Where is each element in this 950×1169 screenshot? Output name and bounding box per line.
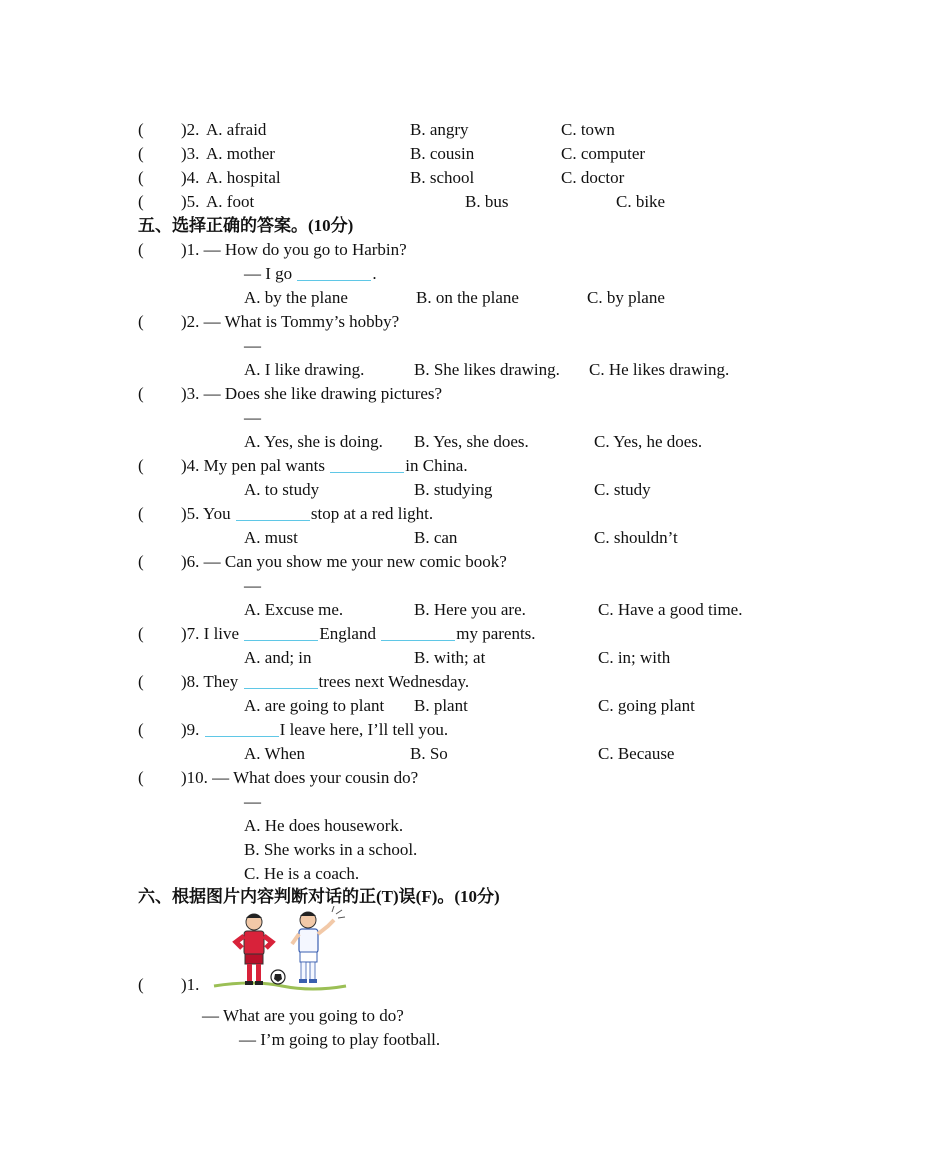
s6-q1-line2 — [0, 1028, 950, 1052]
answer-paren[interactable]: ( — [138, 720, 144, 739]
part4-item-3 — [0, 142, 950, 166]
s5-q3-dash — [0, 406, 950, 430]
option-b[interactable]: B. plant — [414, 696, 468, 715]
dialogue-line: — What are you going to do? — [202, 1006, 404, 1025]
option-b[interactable]: B. cousin — [410, 144, 475, 163]
s6-q1-label — [0, 973, 950, 997]
question-number: )4. — [181, 168, 200, 187]
s5-q9-stem — [0, 718, 950, 742]
s5-q8-options — [0, 694, 950, 718]
question-stem: )8. They trees next Wednesday. — [181, 672, 470, 691]
reply-dash: — — [244, 408, 261, 427]
s5-q4-stem — [0, 454, 950, 478]
part4-item-2 — [0, 118, 950, 142]
s5-q5-stem — [0, 502, 950, 526]
s5-q2-stem — [0, 310, 950, 334]
option-b[interactable]: B. She works in a school. — [244, 840, 418, 859]
option-b[interactable]: B. She likes drawing. — [414, 360, 560, 379]
option-c[interactable]: C. He is a coach. — [244, 864, 360, 883]
s5-q1-stem — [0, 238, 950, 262]
option-b[interactable]: B. Yes, she does. — [414, 432, 529, 451]
question-stem: )7. I live England my parents. — [181, 624, 536, 643]
answer-paren[interactable]: ( — [138, 144, 144, 163]
question-stem: )9. I leave here, I’ll tell you. — [181, 720, 449, 739]
answer-paren[interactable]: ( — [138, 168, 144, 187]
s5-q6-dash — [0, 574, 950, 598]
section-5-heading — [0, 214, 950, 238]
answer-paren[interactable]: ( — [138, 456, 144, 475]
option-c[interactable]: C. Because — [598, 744, 675, 763]
section-title: 六、根据图片内容判断对话的正(T)误(F)。(10分) — [138, 887, 500, 906]
fill-blank[interactable] — [381, 639, 455, 641]
option-a[interactable]: A. Yes, she is doing. — [244, 432, 383, 451]
fill-blank[interactable] — [236, 519, 310, 521]
s5-q6-stem — [0, 550, 950, 574]
option-a[interactable]: A. foot — [206, 192, 255, 211]
question-number: )2. — [181, 120, 200, 139]
fill-blank[interactable] — [244, 687, 318, 689]
answer-paren[interactable]: ( — [138, 240, 144, 259]
option-b[interactable]: B. So — [410, 744, 448, 763]
option-a[interactable]: A. hospital — [206, 168, 281, 187]
option-b[interactable]: B. angry — [410, 120, 469, 139]
answer-paren[interactable]: ( — [138, 672, 144, 691]
question-stem: )10. — What does your cousin do? — [181, 768, 419, 787]
option-a[interactable]: A. and; in — [244, 648, 312, 667]
option-b[interactable]: B. with; at — [414, 648, 486, 667]
question-number: )1. — [181, 975, 200, 994]
fill-blank[interactable] — [244, 639, 318, 641]
s5-q10-dash — [0, 790, 950, 814]
s5-q10-stem — [0, 766, 950, 790]
option-a[interactable]: A. He does housework. — [244, 816, 404, 835]
option-c[interactable]: C. by plane — [587, 288, 665, 307]
fill-blank[interactable] — [297, 279, 371, 281]
option-c[interactable]: C. town — [561, 120, 615, 139]
s5-q9-options — [0, 742, 950, 766]
s5-q7-stem — [0, 622, 950, 646]
option-c[interactable]: C. doctor — [561, 168, 625, 187]
question-number: )5. — [181, 192, 200, 211]
part4-item-5 — [0, 190, 950, 214]
s5-q6-options — [0, 598, 950, 622]
s5-q4-options — [0, 478, 950, 502]
answer-paren[interactable]: ( — [138, 312, 144, 331]
answer-paren[interactable]: ( — [138, 192, 144, 211]
question-stem: )1. — How do you go to Harbin? — [181, 240, 407, 259]
option-a[interactable]: A. are going to plant — [244, 696, 385, 715]
option-a[interactable]: A. by the plane — [244, 288, 348, 307]
option-c[interactable]: C. in; with — [598, 648, 671, 667]
question-stem: )2. — What is Tommy’s hobby? — [181, 312, 400, 331]
question-stem: )5. You stop at a red light. — [181, 504, 434, 523]
s5-q3-options — [0, 430, 950, 454]
s5-q3-stem — [0, 382, 950, 406]
reply-dash: — — [244, 792, 261, 811]
option-c[interactable]: C. shouldn’t — [594, 528, 678, 547]
question-stem: )3. — Does she like drawing pictures? — [181, 384, 443, 403]
option-b[interactable]: B. studying — [414, 480, 493, 499]
s5-q10-option-b-line — [0, 838, 950, 862]
option-c[interactable]: C. He likes drawing. — [589, 360, 730, 379]
option-b[interactable]: B. on the plane — [416, 288, 519, 307]
option-c[interactable]: C. computer — [561, 144, 646, 163]
option-b[interactable]: B. can — [414, 528, 458, 547]
fill-blank[interactable] — [330, 471, 404, 473]
answer-paren[interactable]: ( — [138, 768, 144, 787]
s5-q7-options — [0, 646, 950, 670]
part4-item-4 — [0, 166, 950, 190]
s5-q1-options — [0, 286, 950, 310]
section-6-heading — [0, 885, 950, 909]
reply-dash: — — [244, 336, 261, 355]
s5-q5-options — [0, 526, 950, 550]
question-stem: )6. — Can you show me your new comic book? — [181, 552, 507, 571]
section-title: 五、选择正确的答案。(10分) — [138, 216, 354, 235]
option-b[interactable]: B. Here you are. — [414, 600, 526, 619]
option-c[interactable]: C. Have a good time. — [598, 600, 743, 619]
answer-paren[interactable]: ( — [138, 624, 144, 643]
s5-q10-option-c-line — [0, 862, 950, 886]
option-c[interactable]: C. bike — [616, 192, 666, 211]
option-a[interactable]: A. afraid — [206, 120, 267, 139]
s5-q1-answer-line — [0, 262, 950, 286]
option-a[interactable]: A. must — [244, 528, 298, 547]
answer-paren[interactable]: ( — [138, 975, 144, 994]
option-c[interactable]: C. Yes, he does. — [594, 432, 703, 451]
question-number: )3. — [181, 144, 200, 163]
answer-paren[interactable]: ( — [138, 120, 144, 139]
answer-paren[interactable]: ( — [138, 552, 144, 571]
s5-q2-options — [0, 358, 950, 382]
option-a[interactable]: A. to study — [244, 480, 320, 499]
option-a[interactable]: A. mother — [206, 144, 275, 163]
answer-paren[interactable]: ( — [138, 384, 144, 403]
option-a[interactable]: A. When — [244, 744, 306, 763]
answer-paren[interactable]: ( — [138, 504, 144, 523]
s6-q1-line1 — [0, 1004, 950, 1028]
question-stem: )4. My pen pal wants in China. — [181, 456, 468, 475]
option-a[interactable]: A. I like drawing. — [244, 360, 365, 379]
fill-blank[interactable] — [205, 735, 279, 737]
option-b[interactable]: B. bus — [465, 192, 509, 211]
option-c[interactable]: C. study — [594, 480, 651, 499]
answer-sentence: — I go . — [244, 264, 377, 283]
option-a[interactable]: A. Excuse me. — [244, 600, 344, 619]
s5-q8-stem — [0, 670, 950, 694]
s5-q10-option-a-line — [0, 814, 950, 838]
dialogue-line: — I’m going to play football. — [239, 1030, 441, 1049]
s5-q2-dash — [0, 334, 950, 358]
option-b[interactable]: B. school — [410, 168, 475, 187]
option-c[interactable]: C. going plant — [598, 696, 695, 715]
reply-dash: — — [244, 576, 261, 595]
